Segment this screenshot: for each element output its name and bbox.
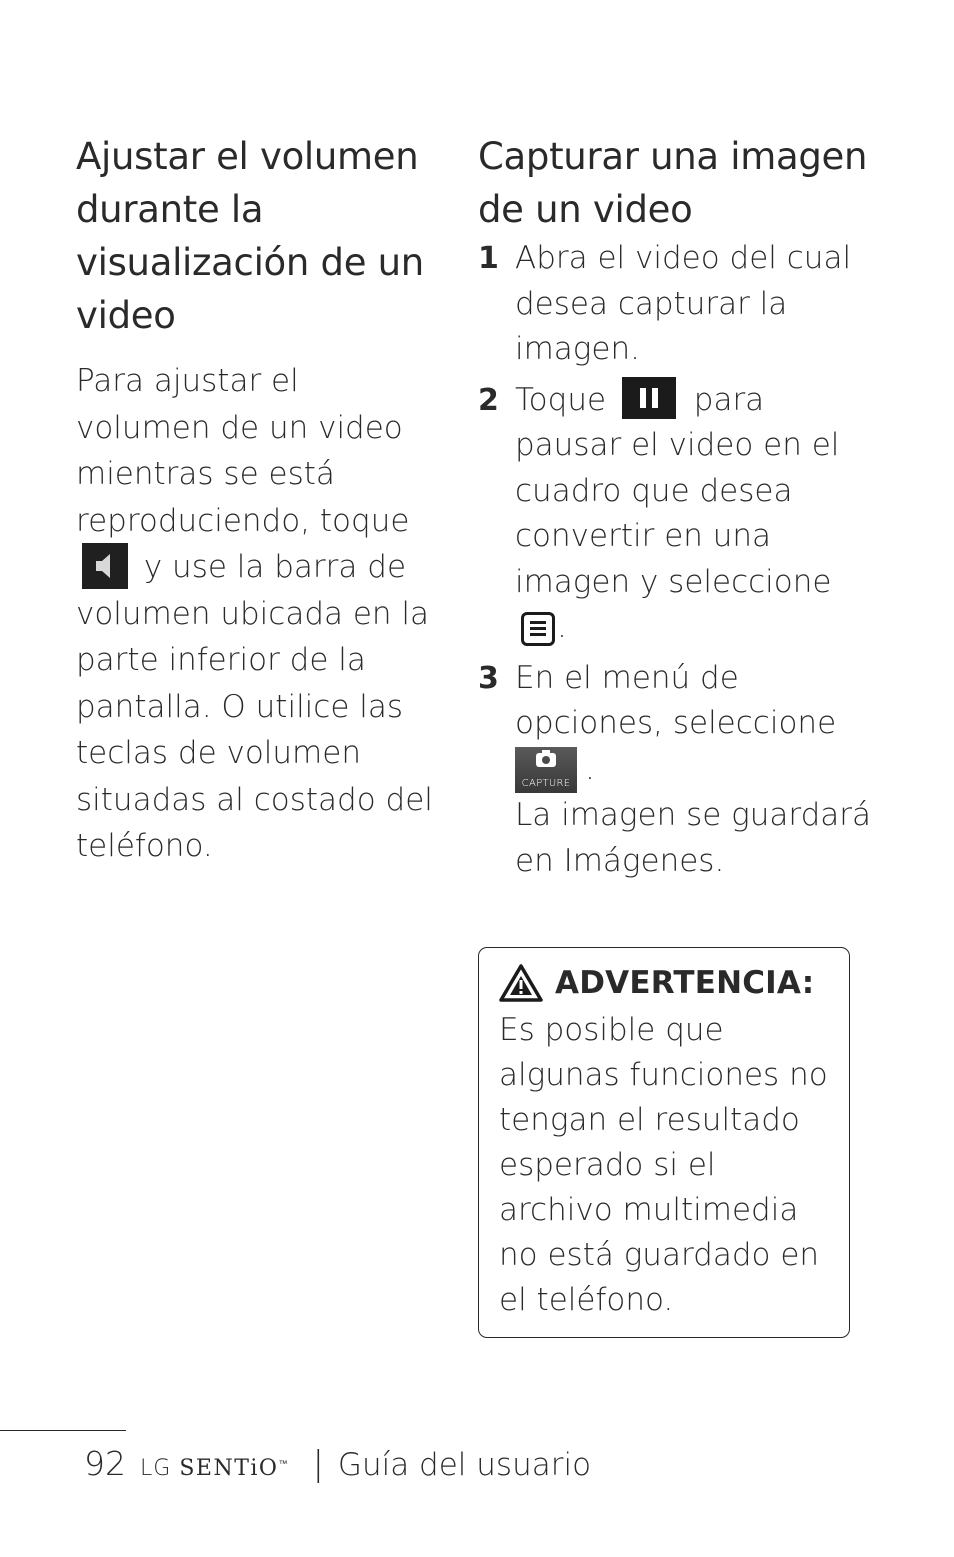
- page-footer: [84, 1444, 591, 1492]
- right-column: [478, 130, 878, 884]
- left-column: [76, 130, 443, 870]
- step-text-before: Toque: [515, 381, 607, 418]
- volume-section-heading: Ajustar el volumen durante la visualización de un video: [76, 135, 424, 337]
- warning-box: [478, 947, 850, 1338]
- list-item: [478, 236, 878, 373]
- step-number: 3: [478, 660, 499, 696]
- brand-model: SENTiO: [179, 1456, 279, 1481]
- list-item: [478, 656, 878, 885]
- trademark: ™: [278, 1459, 289, 1470]
- pause-icon: [622, 377, 676, 419]
- brand-logo: [140, 1456, 288, 1481]
- warning-header: [499, 958, 829, 1008]
- footer-separator: |: [312, 1444, 324, 1484]
- capture-steps-list: [478, 236, 878, 884]
- list-item: [478, 378, 878, 651]
- volume-instructions: [76, 358, 443, 870]
- capture-section-heading: Capturar una imagen de un video: [478, 135, 868, 231]
- step-text-after: para pausar el video en el cuadro que desea convertir en una imagen y seleccione: [515, 381, 840, 600]
- step-text: Abra el video del cual desea capturar la imagen.: [515, 240, 852, 367]
- volume-text-after-icon: y use la barra de volumen ubicada en la parte inferior de la pantalla. O utilice las teclas de volumen situadas al costado del teléfono.: [76, 549, 443, 864]
- volume-text-before-icon: Para ajustar el volumen de un video mientras se está reproduciendo, toque: [76, 363, 413, 539]
- step-number: 2: [478, 382, 499, 418]
- step-end: .: [585, 750, 595, 787]
- capture-icon-label: CAPTURE: [521, 778, 571, 789]
- footer-rule: [0, 1430, 126, 1431]
- step-number: 1: [478, 241, 499, 276]
- camera-icon: [536, 753, 556, 767]
- warning-triangle-icon: [499, 964, 543, 1002]
- warning-text: Es posible que algunas funciones no tengan el resultado esperado si el archivo multimedia no está guardado en el teléfono.: [499, 1012, 828, 1318]
- guide-title: Guía del usuario: [337, 1447, 592, 1483]
- step-text-after: La imagen se guardará en Imágenes.: [515, 797, 872, 879]
- step-text-before: En el menú de opciones, seleccione: [515, 659, 837, 741]
- page-number: 92: [84, 1444, 126, 1483]
- warning-title: ADVERTENCIA:: [555, 965, 815, 1001]
- capture-icon: [515, 747, 577, 793]
- step-end: .: [557, 609, 567, 645]
- brand-lg: LG: [140, 1456, 172, 1481]
- menu-icon: [521, 612, 555, 646]
- speaker-icon: [82, 543, 128, 589]
